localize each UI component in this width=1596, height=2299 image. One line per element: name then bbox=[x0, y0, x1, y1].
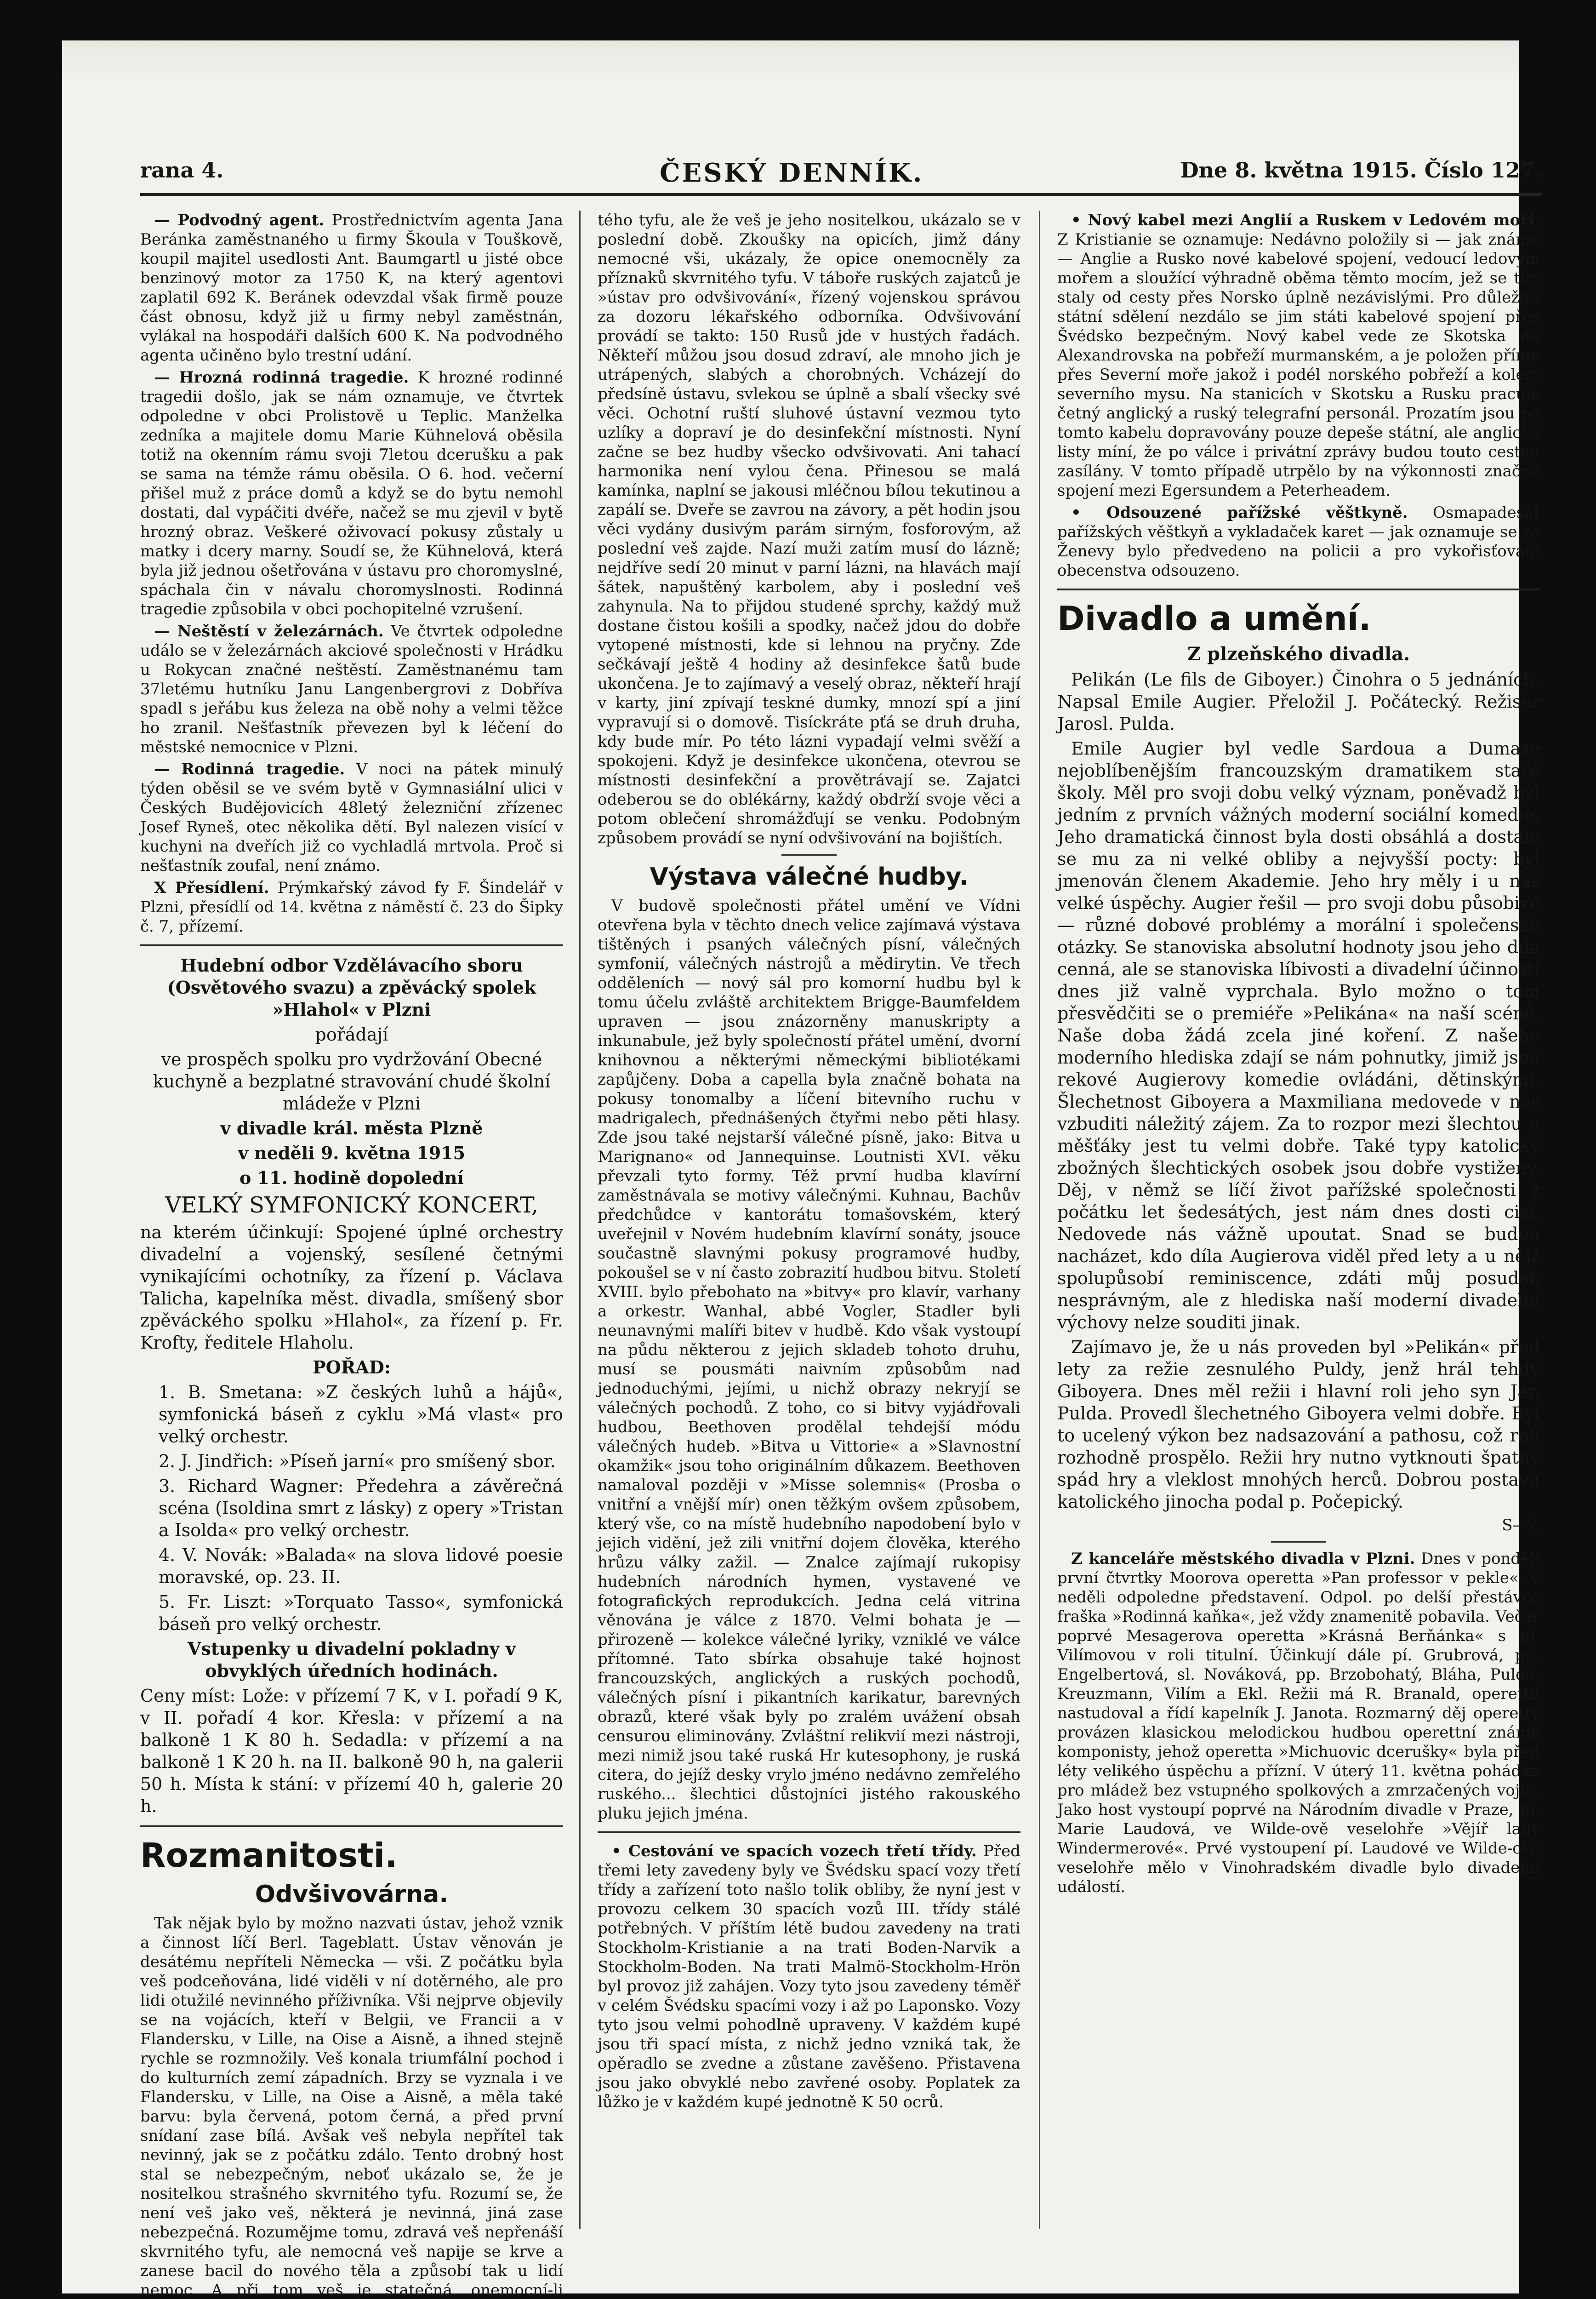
news-item: Z kanceláře městského divadla v Plzni. Dnes v pondělí první čtvrtky Moorova operetta »Pan professor v pekle«, v neděli odpoledne představení. Odpol. po delší přestávce fraška »Rodinná kaňka«, jež vždy znamenitě pobavila. Večer poprvé Mesagerova operetta »Krásná Berňánka« s pí. Vilímovou v roli titulní. Účinkují dále pí. Grubrová, pp. Engelbertová, sl. Nováková, pp. Brzobohatý, Bláha, Pulda, Kreuzmann, Vilím a Ekl. Režii má R. Branald, operettu nastudoval a řídí kapelník J. Janota. Rozmarný děj operetty provázen klasickou melodickou hudbou operettní známé komponisty, jehož operetta »Michuovic dcerušky« byla před léty velikého úspěchu a přízní. V úterý 11. května pohádka pro mládež bez vstupného spolkových a zmrzačených vojín. Jako host vystoupí poprvé na Národním divadle v Praze, pí. Marie Laudová, ve Wilde-ově veselohře »Vějíř lady Windermerové«. Prvé vystoupení pí. Laudové ve Wilde-ově veselohře mělo v Vinohradském divadle bylo divadelní událostí. bbox=[1057, 1550, 1540, 1896]
news-item: • Nový kabel mezi Anglií a Ruskem v Ledovém moři. Z Kristianie se oznamuje: Nedávno položily si — jak známo — Anglie a Rusko nové kabelové spojení, vedoucí ledovým mořem a sloužící výhradně oběma těmto mocím, jež se tím staly od cesty přes Norsko úplně nezávislými. Pro důležitá státní sdělení nezdálo se jim státi kabelové spojení přes Švédsko bezpečným. Nový kabel vede ze Skotska do Alexandrovska na pobřeží murmanském, a je položen přímo přes Severní moře jakož i podél norského pobřeží a kolem severního mysu. Na stanicích v Skotsku a Rusku pracuje četný anglický a ruský telegrafní personál. Prozatím jsou po tomto kabelu dopravovány pouze depeše státní, ale anglické listy míní, že po válce i privátní zprávy budou touto cestou zasílány. V tomto případě utrpělo by na výkonnosti značně spojení mezi Egersundem a Peterheadem. bbox=[1057, 211, 1540, 500]
section-title-misc: Rozmanitosti. bbox=[140, 1836, 398, 1875]
column-divider-1 bbox=[579, 211, 581, 2229]
article-body: V budově společnosti přátel umění ve Vídni otevřena byla v těchto dnech velice zajímavá výstava tištěných i psaných válečných písní, válečných symfonií, válečných nástrojů a mědirytin. Ve třech oddělеních — nový sál pro komorní hudbu byl k tomu účelu zvláště architektem Brigge-Baumfeldem upraven — jsou znázorněny manuskripty a inkunabule, jež byly společností přátel umění, dvorní knihovnou a některými německými bibliotékami zapůjčeny. Doba a capella byla značně bohata na pokusy tonomalby a líčení bitevního ruchu v madrigalech, přednášených čtyřmi nebo pěti hlasy. Zde jsou také nejstarší válečné písně, jako: Bitva u Marignano« od Jannequinse. Loutnisti XVI. věku převzali tyto formy. Též první hudba klavírní zaměstnávala se motivy válečnými. Kuhnau, Bachův předchůdce v kantorátu tomašovském, který uveřejnil v Novém hudebním klavírní sonáty, jsouce součastně slavnými pokusy programové hudby, pokoušel se v ní často zobrazití hudbou bitvu. Století XVIII. bylo přebohato na »bitvy« pro klavír, varhany a orkestr. Wanhal, abbé Vogler, Stadler byli neunavnými malíři bitev v hudbě. Kdo však vystoupí na půdu některou z jejich skladeb tohoto druhu, musí se pousmáti naivním způsobům nad jednoduchými, jejími, u nichž obrazy nekryjí se válečných pochodů. Z toho, co si bitvy vyjádřovali hudbou, Beethoven prodělal tehdejší módu válečných hudeb. »Bitva u Vittorie« a »Slavnostní okamžik« jsou toho originálním důkazem. Beethoven namaloval později v »Misse solemnis« (Prosba o vnitřní a vnější mír) onen těžkým ovšem způsobem, který vše, co na místě hudebního napodobení bylo v jejich vidění, jež zili vnitřní dojem člověka, kterého hrůzu války zažil. — Znalce zajímají rukopisy hudebních národních hymen, vystavené ve fotografických reprodukcích. Jedna celá vitrina věnována je válce z 1870. Velmi bohata je — přirozeně — kolekce válečné lyriky, vzniklé ve válce přítomné. Tato sbírka obsahuje také hojnost francouzských, anglických a ruských pochodů, válečných písní i pikantních karikatur, barevných obrazů, které však byly po zralém uvážení obsah censurou eliminovány. Zvláštní relikvií mezi nástroji, mezi nimiž jsou také ruská Hr kutesophony, je ruská citera, do jejíž desky vrylo jméno nedávno zemřelého ruského... šlechtici důstojníci jistého rakouského pluku jejich jména. bbox=[598, 897, 1020, 1823]
news-item: — Podvodný agent. Prostřednictvím agenta Jana Beránka zaměstnaného u firmy Škoula v Touškově, koupil majitel usedlosti Ant. Baumgartl u jisté obce benzinový motor za 1750 K, na který agentovi zaplatil 692 K. Beránek odevzdal však firmě pouze část obnosu, když již u firmy nebyl zaměstnán, vylákal na hospodáři dalších 600 K. Na podvodného agenta učiněno bylo trestní udání. bbox=[140, 211, 563, 365]
article-title: Z plzeňského divadla. bbox=[1187, 643, 1410, 665]
program-item: 4. V. Novák: »Balada« na slova lidové poesie moravské, op. 23. II. bbox=[159, 1545, 563, 1587]
news-item: • Odsouzené pařížské věštkyně. Osmapadesát pařížských věštkyň a vykladaček karet — jak oznamuje se ze Ženevy bylo předvedeno na policii a pro vykořisťování obecenstva odsouzeno. bbox=[1057, 503, 1540, 580]
newspaper-title: ČESKÝ DENNÍK. bbox=[660, 158, 924, 188]
concert-title: VELKÝ SYMFONICKÝ KONCERT, bbox=[165, 1192, 538, 1218]
news-item: — Neštěstí v železárnách. Ve čtvrtek odpoledne událo se v železárnách akciové společnosti v Hrádku u Rokycan značné neštěstí. Zaměstnanému tam 37letému hutníku Janu Langenbergrovi z Dobřívа spadl s jeřábu kus železa na obě nohy a velmi těžce ho zranil. Nešťastník převezen byl k léčení do městské nemocnice v Plzni. bbox=[140, 622, 563, 756]
column-3 bbox=[1057, 211, 1540, 2238]
scan-edge bbox=[62, 40, 1519, 82]
review-signature: S—ý. bbox=[1502, 1516, 1540, 1534]
short-rule bbox=[781, 854, 837, 856]
page-header bbox=[140, 158, 1542, 194]
section-rule bbox=[140, 944, 563, 946]
newspaper-page bbox=[62, 40, 1542, 2299]
column-divider-2 bbox=[1039, 211, 1040, 2229]
section-rule bbox=[1057, 589, 1540, 590]
article-body: Tak nějak bylo by možno nazvati ústav, jehož vznik a činnost líčí Berl. Tageblatt. Ústav věnován je desátému nepříteli Německa — vši. Z počátku byla veš podceňována, lidé viděli v ní dotěrného, ale pro lidi otužilé nevinného příživníka. Vši nejprve objevily se na vojácích, kteří v Belgii, ve Francii a v Flandersku, v Lille, na Oise a Aisně, a ihned stejně rychle se rozmnožily. Veš konala triumfální pochod i do kulturních zemí západních. Brzy se vyznala i ve Flandersku, v Lille, na Oise a Aisně, a měla také barvu: byla červená, potom černá, a před první snídaní zase bílá. Avšak veš nebyla nepřítel tak nevinný, jak se z počátku zdálo. Tento drobný host stal se nebezpečným, neboť ukázalo se, že je nositelkou strašného skvrnitého tyfu. Rozumí se, že není veš jako veš, některá je nevinná, jiná zase nebezpečná. Rozumějme tomu, zdravá veš nepřenáší skvrnitého tyfu, ale nemocná veš napije se krve a zanese bacil do nového těla a způsobí tak u lidí nemoc. A při tom veš je statečná, onemocní-li bbox=[140, 1914, 563, 2299]
review-body: Emile Augier byl vedle Sardoua a Dumasе nejoblíbenějším francouzským dramatikem staré školy. Měl pro svoji dobu velký význam, poněvadž byl jedním z prvních vážných moderní sociální komedie. Jeho dramatická činnost byla dosti obsáhlá a dostalo se mu za ni velké obliby a nejvyšší pocty: byl jmenován členem Akademie. Jeho hry měly i u nás velké úspěchy. Augier řešil — pro svoji dobu působivě — různé dobové problémy a morální i společenské otázky. Se stanoviska absolutní hodnoty jsou jeho díla cenná, ale se stanoviska líbivosti a divadelní účinnosti dnes již valně vyprchala. Bylo možno o tom přesvědčiti se o premiéře »Pelikána« na naší scéně. Naše doba žádá zcela jiné koření. Z našeho moderního hlediska zdají se nám pohnutky, jimiž jsou rekové Augierovy komedie ovládáni, dětinskými. Šlechetnost Giboyera a Maxmiliana medovede v nás vzbuditi náležitý zájem. Za to rozpor mezi šlechtou a měšťáky jest tu velmi dobře. Také typy katolicky zbožných šlechtických osobek jsou dobře vystiženy. Děj, v němž se líčí život pařížské společnosti z počátku let šedesátých, jest nám dnes dosti cizí. Nedovede nás vážně upoutat. Snad se budou nacházet, kdo díla Augierova viděl před lety a u nějž spolupůsobí reminiscence, zdáti můj posudek nesprávným, ale z hlediska naší moderní divadelní výchovy nelze souditi jinak. bbox=[1057, 738, 1540, 1333]
column-2 bbox=[598, 211, 1020, 2238]
section-title-theatre: Divadlo a umění. bbox=[1057, 599, 1371, 638]
news-item: X Přesídlení. Prýmkařský závod fy F. Šindelář v Plzni, přesídlí od 14. května z náměstí č. 23 do Šipky č. 7, přízemí. bbox=[140, 879, 564, 936]
news-item: • Cestování ve spacích vozech třetí třídy. Před třemi lety zavedeny byly ve Švédsku spací vozy třetí třídy a zařízení toto našlo tolik obliby, že nyní jest v provozu celkem 30 spacích vozů III. třídy stálé potřebných. V příštím létě budou zavedeny na trati Stockholm-Kristianie a na trati Boden-Narvik a Stockholm-Boden. Na trati Malmö-Stockholm-Hrön byl provoz již zahájen. Vozy tyto jsou zavedeny téměř v celém Švédsku spacími vozy i až po Laponsko. Vozy tyto jsou velmi pohodlně upraveny. V každém kupé jsou tři spací místa, z nichž jedno vzniká tak, že opěradlo se zvedne a zůstane zavěšeno. Přistavena jsou jako obvyklé nebo zavřené osoby. Poplatek za lůžko je v každém kupé jednotně K 50 ocrů. bbox=[598, 1842, 1020, 2111]
article-body: tého tyfu, ale že veš je jeho nositelkou, ukázalo se v poslední době. Zkoušky na opicích, jimž dány nemocné vši, ukázaly, že opice onemocněly za příznaků skvrnitého tyfu. V táboře ruských zajatců je »ústav pro odvšivování«, řízený vojenskou správou za dozoru lékařského odborníka. Odvšivování provádí se takto: 150 Rusů jde v hustých řadách. Někteří můžou jsou dosud zdraví, ale mnoho jich je utrápených, slabých a chorobných. Vcházejí do předsíně ústavu, svlekou se úplně a sbalí všecky své věci. Ochotní ruští sluhové ústavní vezmou tyto uzlíky a dopraví je do desinfekční místnosti. Nyní začne se bez hudby všecko odvšivovati. Ani tahací harmonika není vylou čena. Přinesou se malá kamínka, naplní se jakousi mléčnou bílou tekutinou a zapálí se. Dveře se zavrou na závory, a pět hodin jsou věci vydány dusivým parám sirným, fosforovým, až poslední veš zajde. Nazí muži zatím musí do lázně; nejdříve sedí 20 minut v parní lázni, na hlavách mají šátek, napuštěný karbolem, aby i poslední veš zahynula. Na to přijdou studené sprchy, každý muž dostane čistou košili a spodky, načež jdou do dobře vytopené místnosti, kde si lehnou na pryčny. Zde sečkávají ještě 4 hodiny až desinfekce šatů bude ukončena. Je to zajímavý a veselý obraz, někteří hrají v karty, jiní zpívají teskné dumky, mnozí spí a jiní vypravují si o domově. Tisíckráte pťá se druh druha, kdy bude mír. Po této lázni vypadají velmi svěží a spokojeni. Když je desinfekce ukončena, otevrou se místnosti desinfekční a provětrávají se. Zajatci odeberou se do oblékárny, každý obdrží svoje věci a potom oblečení shromážďují se venku. Podobným způsobem provádí se nyní odvšivování na bojištích. bbox=[598, 211, 1020, 847]
article-title: Odvšivovárna. bbox=[255, 1881, 449, 1908]
section-rule bbox=[140, 1825, 563, 1827]
issue-date: Dne 8. května 1915. Číslo 127. bbox=[1180, 158, 1542, 183]
page-number: rana 4. bbox=[140, 158, 224, 183]
news-item: — Rodinná tragedie. V noci na pátek minulý týden oběsil se ve svém bytě v Gymnasiální ulici v Českých Budějovicích 48letý železniční zřízenec Josef Ryneš, otec několika dětí. Byl nalezen visící v kuchyni na dveřích již co vychladlá mrtvola. Proč si nešťastník zoufal, není známo. bbox=[140, 760, 563, 875]
program-item: 2. J. Jindřich: »Píseň jarní« pro smíšený sbor. bbox=[159, 1451, 556, 1471]
program-item: 1. B. Smetana: »Z českých luhů a hájů«, symfonická báseň z cyklu »Má vlast« pro velký orchestr. bbox=[159, 1382, 563, 1447]
review-body: Zajímavo je, že u nás proveden byl »Pelikán« před lety za režie zesnulého Puldy, jenž hrál tehdy Giboyera. Dnes měl režii i hlavní roli jeho syn Jar. Pulda. Provedl šlechetného Giboyera velmi dobře. Byl to ucelený výkon bez nadsazování a pathosu, což roli rozhodně prospělo. Režii hry nutno vytknouti špatný spád hry a vleklost mnohých herců. Dobrou postavu katolického jinocha podal p. Počepický. bbox=[1057, 1337, 1540, 1512]
article-title: Výstava válečné hudby. bbox=[650, 863, 969, 891]
short-rule bbox=[1271, 1541, 1326, 1543]
column-1 bbox=[140, 211, 564, 2299]
notice-title: Hudební odbor Vzdělávacího sboru (Osvětového svazu) a zpěvácký spolek »Hlahol« v Plzni bbox=[167, 955, 536, 1020]
news-item: — Hrozná rodinná tragedie. K hrozné rodinné tragedii došlo, jak se nám oznamuje, ve čtvrtek odpoledne v obci Prolistově u Teplic. Manželka zedníka a majitele domu Marie Kühnelová oběsila totiž na okenním rámu svoji 7letou dcerušku a pak se sama na témže rámu oběsila. O 6. hod. večerní přišel muž z práce domů a když se do bytu nemohl dostati, dal vypáčiti dvéře, načež se mu zjevil v bytě hrozný obraz. Veškeré oživovací pokusy zůstaly u matky i dcery marny. Soudí se, že Kühnelová, která byla již jednou ošetřována v ústavu pro choromyslné, spáchala čin v návalu choromyslnosti. Rodinná tragedie způsobila v obci pochopitelné vzrušení. bbox=[140, 368, 564, 618]
play-info: Pelikán (Le fils de Giboyer.) Činohra o 5 jednáních. Napsal Emile Augier. Přeložil J. Počátecký. Režisér Jarosl. Pulda. bbox=[1057, 669, 1540, 734]
concert-notice: Hudební odbor Vzdělávacího sboru (Osvětového svazu) a zpěvácký spolek »Hlahol« v Plzni pořádají ve prospěch spolku pro vydržování Obecné kuchyně a bezplatné stravování chudé školní mládeže v Plzni v divadle král. města Plzně v neděli 9. května 1915 o 11. hodině dopolední VELKÝ SYMFONICKÝ KONCERT, na kterém účinkují: Spojené úplné orchestry divadelní a vojenský, sesílené četnými vynikajícími ochotníky, za řízení p. Václava Talicha, kapelníka měst. divadla, smíšený sbor zpěváckého spolku »Hlahol«, za řízení p. Fr. Krofty, ředitele Hlaholu. POŘAD: 1. B. Smetana: »Z českých luhů a hájů«, symfonická báseň z cyklu »Má vlast« pro velký orchestr. 2. J. Jindřich: »Píseň jarní« pro smíšený sbor. 3. Richard Wagner: Předehra a závěrečná scéna (Isoldina smrt z lásky) z opery »Tristan a Isolda« pro velký orchestr. 4. V. Novák: »Balada« na slova lidové poesie moravské, op. 23. II. 5. Fr. Liszt: »Torquato Tasso«, symfonická báseň pro velký orchestr. Vstupenky u divadelní pokladny v obvyklých úředních hodinách. Ceny míst: Lože: v přízemí 7 K, v I. pořadí 9 K, v II. pořadí 4 kor. Křesla: v přízemí a na balkoně 1 K 80 h. Sedadla: v přízemí a na balkoně 1 K 20 h. na II. balkoně 90 h, na galerii 50 h. Místa k stání: v přízemí 40 h, galerie 20 h. bbox=[140, 955, 563, 1816]
program-item: 3. Richard Wagner: Předehra a závěrečná scéna (Isoldina smrt z lásky) z opery »Tristan a Isolda« pro velký orchestr. bbox=[159, 1476, 563, 1540]
program-item: 5. Fr. Liszt: »Torquato Tasso«, symfonická báseň pro velký orchestr. bbox=[159, 1592, 563, 1634]
section-rule bbox=[598, 1831, 1020, 1833]
header-rule bbox=[140, 193, 1542, 196]
